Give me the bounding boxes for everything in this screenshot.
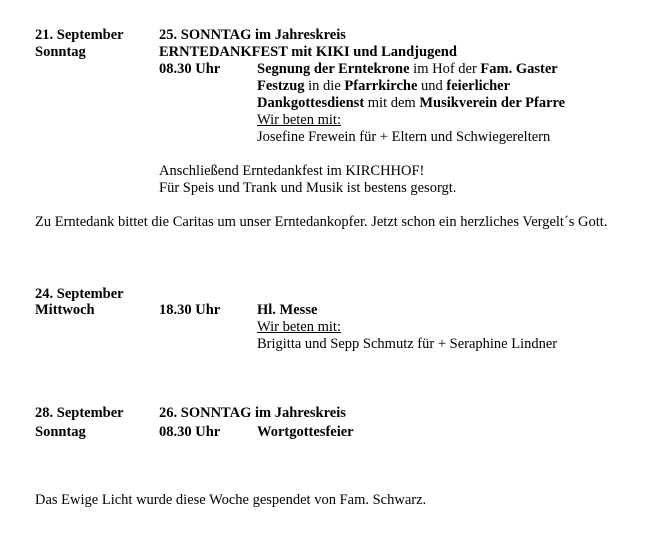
desc-text: und: [417, 78, 447, 94]
pray-for: Josefine Frewein für + Eltern und Schwiegereltern: [257, 129, 551, 145]
entry-title: 26. SONNTAG im Jahreskreis: [159, 405, 346, 421]
desc-bold: Fam. Gaster: [480, 61, 558, 77]
pray-for: Brigitta und Sepp Schmutz für + Seraphine Lindner: [257, 336, 558, 352]
entry-time: 18.30 Uhr: [159, 302, 221, 318]
entry-event: Wortgottesfeier: [257, 424, 354, 440]
desc-bold: Segnung der Erntekrone: [257, 61, 410, 77]
entry-date: 28. September: [35, 405, 124, 421]
desc-bold: feierlicher: [446, 78, 510, 94]
entry-note: Für Speis und Trank und Musik ist bestens gesorgt.: [159, 180, 457, 196]
entry-description-line: [257, 95, 565, 112]
entry-weekday: Mittwoch: [35, 302, 95, 318]
entry-weekday: Sonntag: [35, 424, 86, 440]
entry-note: Anschließend Erntedankfest im KIRCHHOF!: [159, 163, 425, 179]
entry-description-line: [257, 78, 510, 95]
desc-text: mit dem: [364, 95, 420, 111]
caritas-note: Zu Erntedank bittet die Caritas um unser Erntedankopfer. Jetzt schon ein herzliches Vergelt´s Gott.: [35, 214, 608, 230]
entry-time: 08.30 Uhr: [159, 61, 221, 77]
entry-title: 25. SONNTAG im Jahreskreis: [159, 27, 346, 43]
desc-bold: Festzug: [257, 78, 305, 94]
desc-bold: Pfarrkirche: [344, 78, 418, 94]
entry-description-line: [257, 61, 558, 78]
entry-date: 24. September: [35, 286, 124, 302]
pray-label: Wir beten mit:: [257, 319, 341, 335]
eternal-light-note: Das Ewige Licht wurde diese Woche gespendet von Fam. Schwarz.: [35, 492, 427, 508]
entry-time: 08.30 Uhr: [159, 424, 221, 440]
pray-label: Wir beten mit:: [257, 112, 341, 128]
desc-text: in die: [304, 78, 345, 94]
entry-weekday: Sonntag: [35, 44, 86, 60]
desc-bold: Dankgottesdienst: [257, 95, 365, 111]
desc-text: im Hof der: [409, 61, 481, 77]
desc-bold: Musikverein der Pfarre: [419, 95, 566, 111]
entry-event: Hl. Messe: [257, 302, 318, 318]
entry-date: 21. September: [35, 27, 124, 43]
entry-subtitle: ERNTEDANKFEST mit KIKI und Landjugend: [159, 44, 457, 60]
